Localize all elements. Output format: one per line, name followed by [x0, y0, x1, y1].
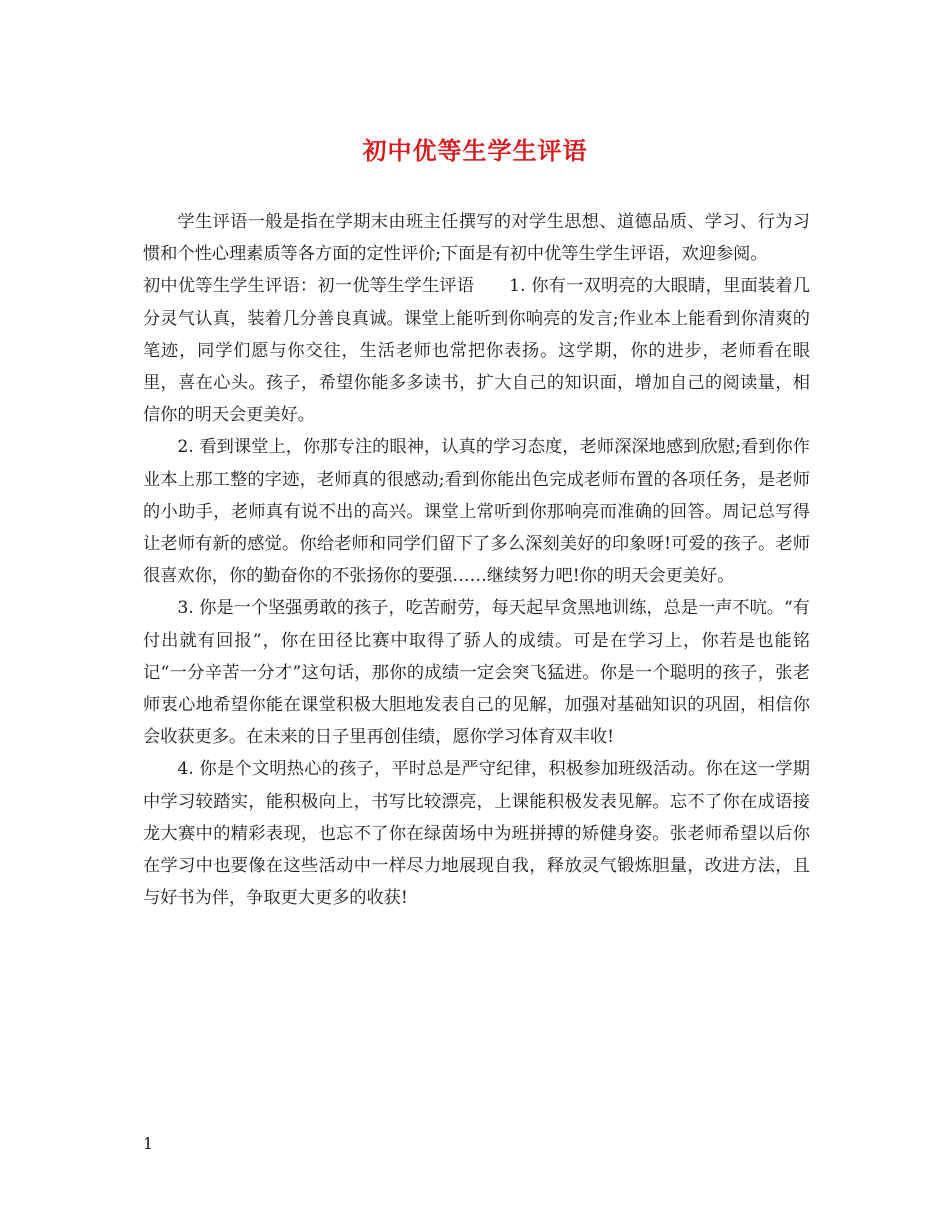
document-body	[143, 206, 810, 914]
intro-paragraph: 学生评语一般是指在学期末由班主任撰写的对学生思想、道德品质、学习、行为习惯和个性心理素质等各方面的定性评价;下面是有初中优等生学生评语，欢迎参阅。	[143, 212, 810, 265]
comment-paragraph-4: 4. 你是个文明热心的孩子，平时总是严守纪律，积极参加班级活动。你在这一学期中学习较踏实，能积极向上，书写比较漂亮，上课能积极发表见解。忘不了你在成语接龙大赛中的精彩表现，也忘不了你在绿茵场中为班拼搏的矫健身姿。张老师希望以后你在学习中也要像在这些活动中一样尽力地展现自我，释放灵气锻炼胆量，改进方法，且与好书为伴，争取更大更多的收获!	[143, 759, 810, 909]
comment-paragraph-1: 初中优等生学生评语：初一优等生学生评语 1. 你有一双明亮的大眼睛，里面装着几分灵气认真，装着几分善良真诚。课堂上能听到你响亮的发言;作业本上能看到你清爽的笔迹，同学们愿与你交往，生活老师也常把你表扬。这学期，你的进步，老师看在眼里，喜在心头。孩子，希望你能多多读书，扩大自己的知识面，增加自己的阅读量，相信你的明天会更美好。	[143, 276, 810, 426]
page-number: 1	[143, 1134, 154, 1153]
comment-paragraph-3: 3. 你是一个坚强勇敢的孩子，吃苦耐劳，每天起早贪黑地训练，总是一声不吭。“有付出就有回报”，你在田径比赛中取得了骄人的成绩。可是在学习上，你若是也能铭记“一分辛苦一分才”这句话，那你的成绩一定会突飞猛进。你是一个聪明的孩子，张老师衷心地希望你能在课堂积极大胆地发表自己的见解，加强对基础知识的巩固，相信你会收获更多。在未来的日子里再创佳绩，愿你学习体育双丰收!	[143, 598, 810, 748]
comment-paragraph-2: 2. 看到课堂上，你那专注的眼神，认真的学习态度，老师深深地感到欣慰;看到你作业本上那工整的字迹，老师真的很感动;看到你能出色完成老师布置的各项任务，是老师的小助手，老师真有说不出的高兴。课堂上常听到你那响亮而准确的回答。周记总写得让老师有新的感觉。你给老师和同学们留下了多么深刻美好的印象呀!可爱的孩子。老师很喜欢你，你的勤奋你的不张扬你的要强……继续努力吧!你的明天会更美好。	[143, 437, 810, 587]
document-title: 初中优等生学生评语	[362, 136, 588, 165]
